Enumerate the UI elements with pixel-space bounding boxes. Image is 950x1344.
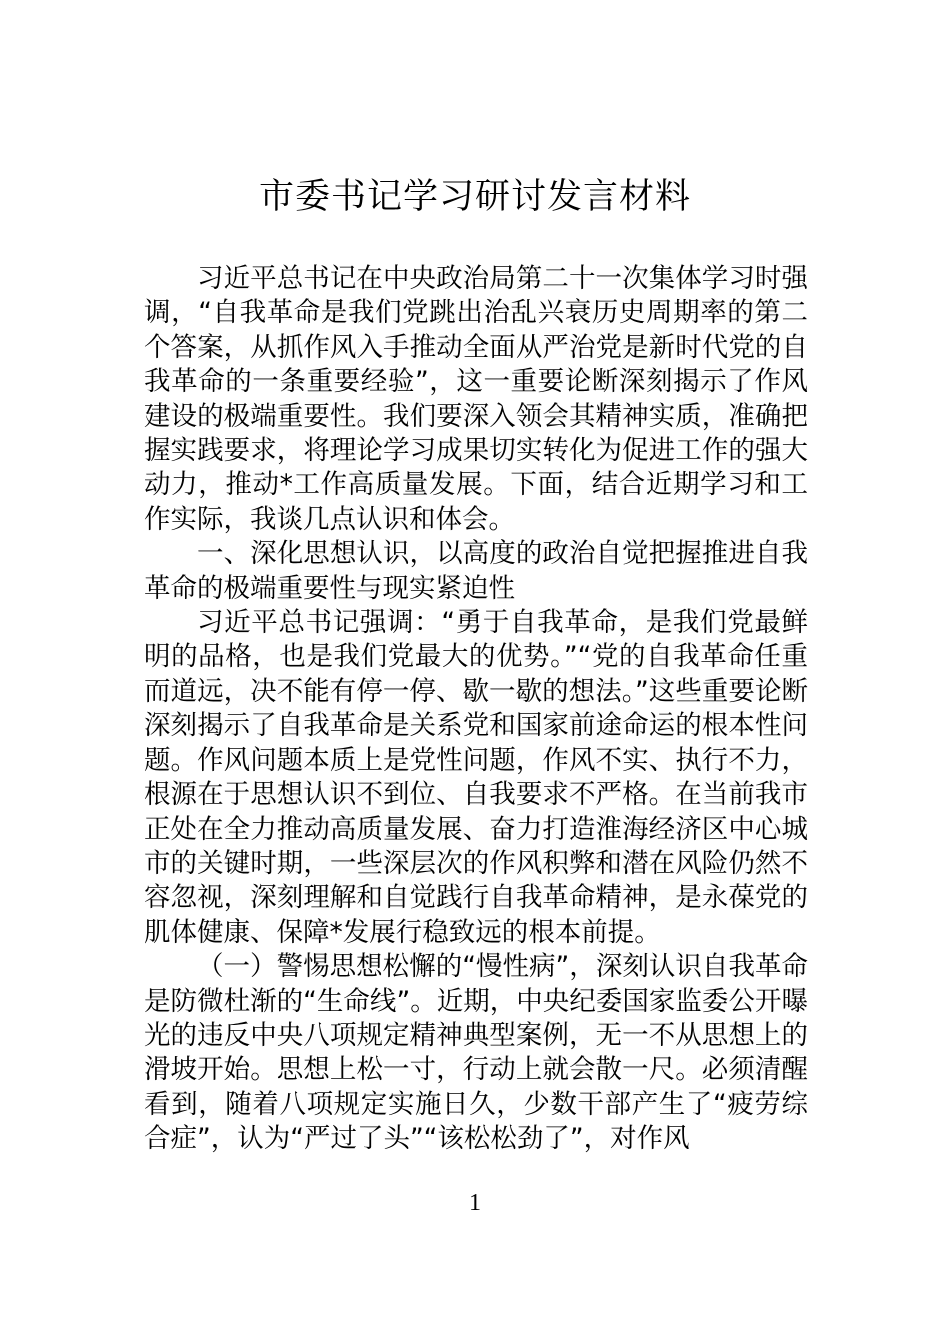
page-number: 1 <box>469 1190 481 1216</box>
paragraph-intro: 习近平总书记在中央政治局第二十一次集体学习时强调，“自我革命是我们党跳出治乱兴衰历史周期率的第二个答案，从抓作风入手推动全面从严治党是新时代党的自我革命的一条重要经验”，这一重要论断深刻揭示了作风建设的极端重要性。我们要深入领会其精神实质，准确把握实践要求，将理论学习成果切实转化为促进工作的强大动力，推动*工作高质量发展。下面，结合近期学习和工作实际，我谈几点认识和体会。 <box>144 263 808 535</box>
document-title: 市委书记学习研讨发言材料 <box>258 177 691 217</box>
paragraph-subsection-1: （一）警惕思想松懈的“慢性病”，深刻认识自我革命是防微杜渐的“生命线”。近期，中央纪委国家监委公开曝光的违反中央八项规定精神典型案例，无一不从思想上的滑坡开始。思想上松一寸，行动上就会散一尺。必须清醒看到，随着八项规定实施日久，少数干部产生了“疲劳综合症”，认为“严过了头”“该松松劲了”，对作风 <box>144 951 808 1155</box>
section-heading-1: 一、深化思想认识，以高度的政治自觉把握推进自我革命的极端重要性与现实紧迫性 <box>144 538 808 604</box>
document-body <box>144 262 808 1157</box>
paragraph-section-1: 习近平总书记强调：“勇于自我革命，是我们党最鲜明的品格，也是我们党最大的优势。”“党的自我革命任重而道远，决不能有停一停、歇一歇的想法。”这些重要论断深刻揭示了自我革命是关系党和国家前途命运的根本性问题。作风问题本质上是党性问题，作风不实、执行不力，根源在于思想认识不到位、自我要求不严格。在当前我市正处在全力推动高质量发展、奋力打造淮海经济区中心城市的关键时期，一些深层次的作风积弊和潜在风险仍然不容忽视，深刻理解和自觉践行自我革命精神，是永葆党的肌体健康、保障*发展行稳致远的根本前提。 <box>144 607 808 948</box>
